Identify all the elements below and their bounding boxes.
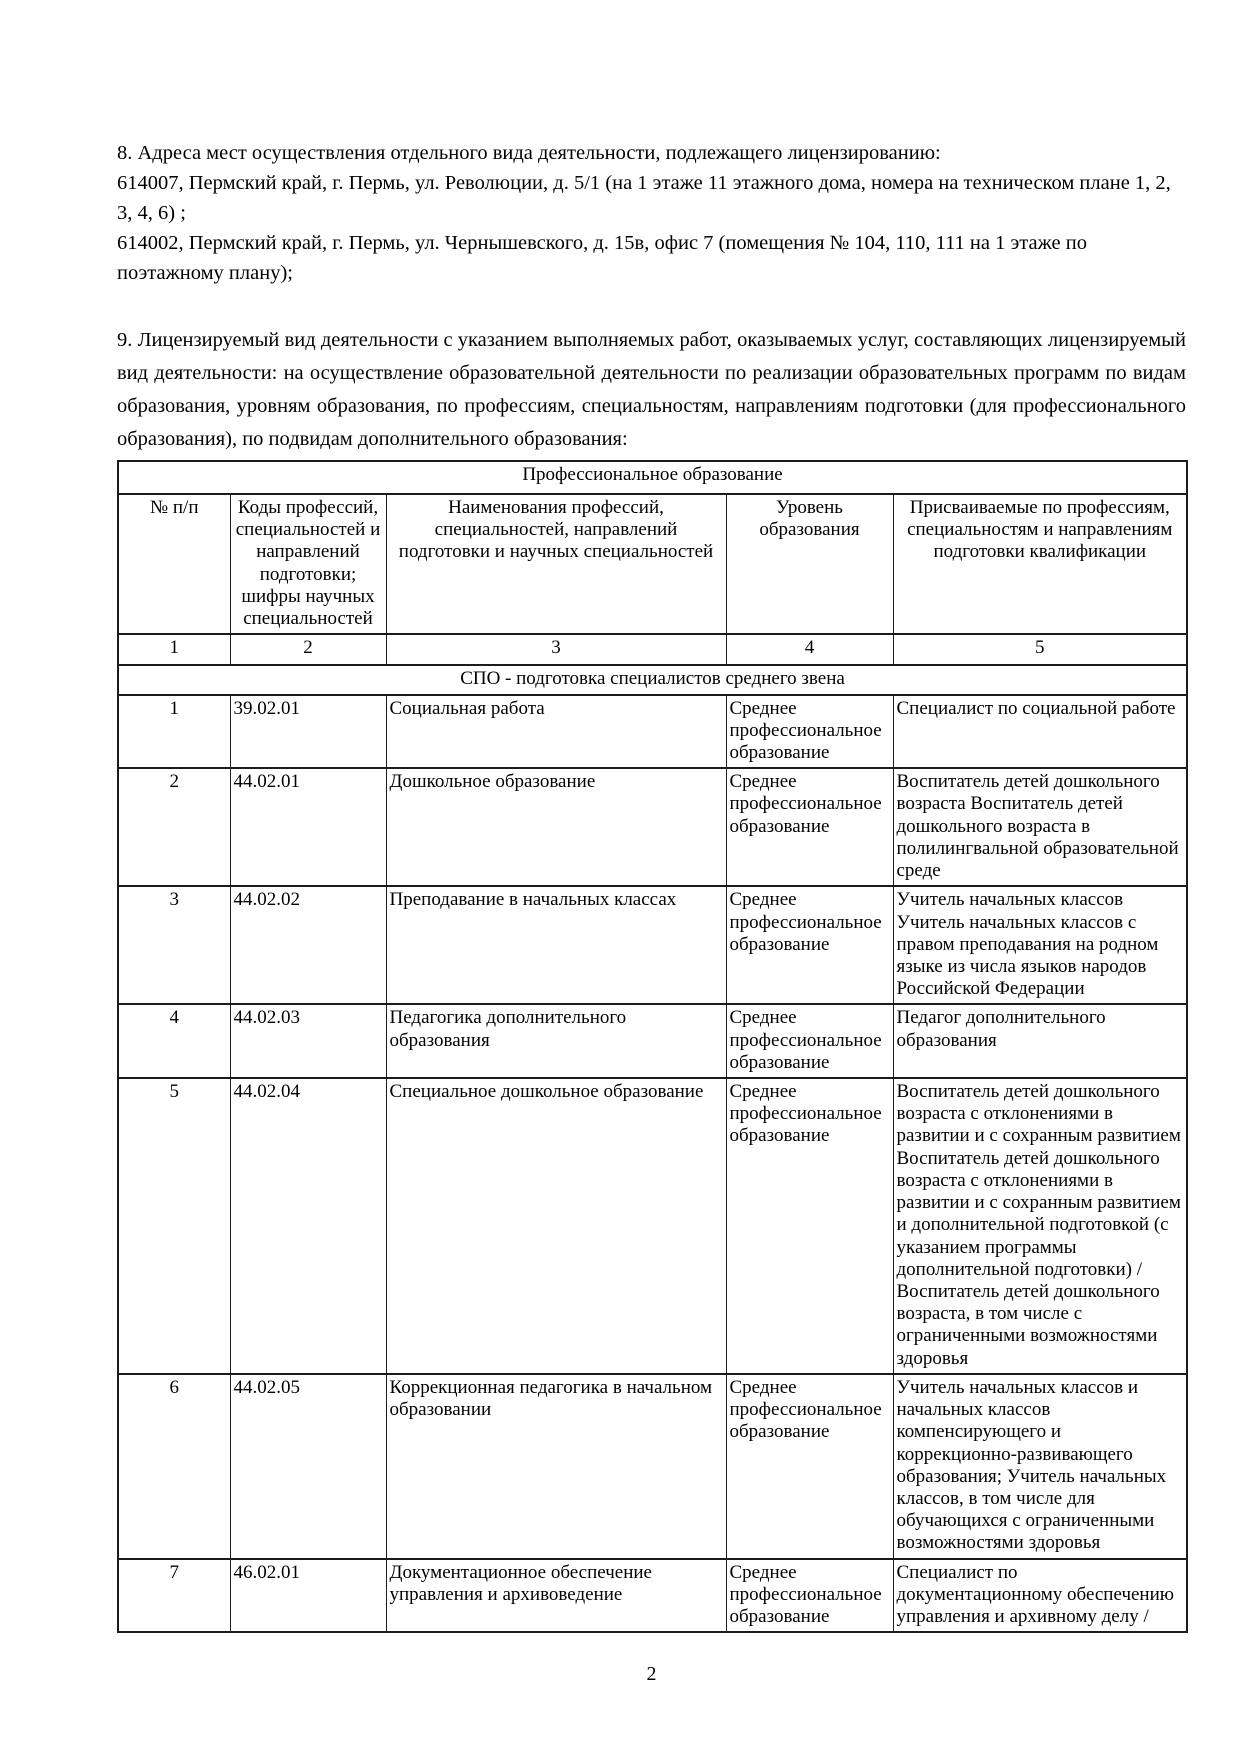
table-row — [118, 1374, 1187, 1559]
code-cell: 46.02.01 — [230, 1559, 386, 1633]
level-cell: Среднее профессиональное образование — [726, 886, 893, 1004]
row-number-cell: 7 — [118, 1559, 230, 1633]
paragraph-8-address-2: 614002, Пермский край, г. Пермь, ул. Чернышевского, д. 15в, офис 7 (помещения № 104, 110, 111 на 1 этаже по поэтажному плану); — [117, 232, 1087, 284]
name-cell: Дошкольное образование — [386, 768, 726, 886]
column-number-cell: 1 — [118, 634, 230, 665]
name-cell: Документационное обеспечение управления и архивоведение — [386, 1559, 726, 1633]
table-title-row — [118, 461, 1187, 494]
table-section-row — [118, 665, 1187, 694]
qualification-cell: Специалист по документационному обеспечению управления и архивному делу / — [893, 1559, 1187, 1633]
paragraph-9-licensed-activity: 9. Лицензируемый вид деятельности с указанием выполняемых работ, оказываемых услуг, составляющих лицензируемый вид деятельности: на осуществление образовательной деятельности по реализации образовательных программ по видам образования, уровням образования, по профессиям, специальностям, направлениям подготовки (для профессионального образования), по подвидам дополнительного образования: — [117, 329, 1186, 450]
row-number-cell: 1 — [118, 695, 230, 769]
table-header-row — [118, 494, 1187, 634]
column-header-level: Уровень образования — [726, 494, 893, 634]
paragraph-8-line-intro: 8. Адреса мест осуществления отдельного вида деятельности, подлежащего лицензированию: — [117, 142, 941, 164]
column-number-cell: 3 — [386, 634, 726, 665]
table-row — [118, 1004, 1187, 1078]
table-title: Профессиональное образование — [118, 461, 1187, 494]
table-row — [118, 695, 1187, 769]
page-number: 2 — [646, 1663, 657, 1686]
level-cell: Среднее профессиональное образование — [726, 1004, 893, 1078]
code-cell: 44.02.05 — [230, 1374, 386, 1559]
table-row — [118, 768, 1187, 886]
code-cell: 44.02.01 — [230, 768, 386, 886]
column-header-number: № п/п — [118, 494, 230, 634]
column-number-cell: 4 — [726, 634, 893, 665]
qualification-cell: Учитель начальных классов Учитель начальных классов с правом преподавания на родном языке из числа языков народов Российской Федерации — [893, 886, 1187, 1004]
table-row — [118, 1078, 1187, 1374]
level-cell: Среднее профессиональное образование — [726, 1374, 893, 1559]
paragraph-8-addresses — [117, 138, 1186, 288]
code-cell: 44.02.04 — [230, 1078, 386, 1374]
row-number-cell: 4 — [118, 1004, 230, 1078]
name-cell: Специальное дошкольное образование — [386, 1078, 726, 1374]
level-cell: Среднее профессиональное образование — [726, 695, 893, 769]
column-number-cell: 5 — [893, 634, 1187, 665]
table-row — [118, 886, 1187, 1004]
level-cell: Среднее профессиональное образование — [726, 768, 893, 886]
qualification-cell: Учитель начальных классов и начальных классов компенсирующего и коррекционно-развивающего образования; Учитель начальных классов, в том числе для обучающихся с ограниченными возможностями здоровья — [893, 1374, 1187, 1559]
column-number-cell: 2 — [230, 634, 386, 665]
professional-education-table — [117, 460, 1188, 1633]
qualification-cell: Педагог дополнительного образования — [893, 1004, 1187, 1078]
column-header-codes: Коды профессий, специальностей и направлений подготовки; шифры научных специальностей — [230, 494, 386, 634]
column-header-qualifications: Присваиваемые по профессиям, специальностям и направлениям подготовки квалификации — [893, 494, 1187, 634]
document-page — [117, 0, 1186, 1686]
qualification-cell: Специалист по социальной работе — [893, 695, 1187, 769]
name-cell: Преподавание в начальных классах — [386, 886, 726, 1004]
column-header-names: Наименования профессий, специальностей, направлений подготовки и научных специальностей — [386, 494, 726, 634]
paragraph-8-address-1: 614007, Пермский край, г. Пермь, ул. Революции, д. 5/1 (на 1 этаже 11 этажного дома, номера на техническом плане 1, 2, 3, 4, 6) ; — [117, 172, 1171, 224]
level-cell: Среднее профессиональное образование — [726, 1559, 893, 1633]
row-number-cell: 2 — [118, 768, 230, 886]
row-number-cell: 5 — [118, 1078, 230, 1374]
column-numbers-row — [118, 634, 1187, 665]
qualification-cell: Воспитатель детей дошкольного возраста с отклонениями в развитии и с сохранным развитием Воспитатель детей дошкольного возраста с отклонениями в развитии и с сохранным развитием и дополнительной подготовкой (с указанием программы дополнительной подготовки) / Воспитатель детей дошкольного возраста, в том числе с ограниченными возможностями здоровья — [893, 1078, 1187, 1374]
qualification-cell: Воспитатель детей дошкольного возраста Воспитатель детей дошкольного возраста в полилингвальной образовательной среде — [893, 768, 1187, 886]
name-cell: Социальная работа — [386, 695, 726, 769]
code-cell: 39.02.01 — [230, 695, 386, 769]
code-cell: 44.02.02 — [230, 886, 386, 1004]
level-cell: Среднее профессиональное образование — [726, 1078, 893, 1374]
name-cell: Коррекционная педагогика в начальном образовании — [386, 1374, 726, 1559]
table-row — [118, 1559, 1187, 1633]
row-number-cell: 6 — [118, 1374, 230, 1559]
section-header-spo: СПО - подготовка специалистов среднего звена — [118, 665, 1187, 694]
name-cell: Педагогика дополнительного образования — [386, 1004, 726, 1078]
code-cell: 44.02.03 — [230, 1004, 386, 1078]
row-number-cell: 3 — [118, 886, 230, 1004]
